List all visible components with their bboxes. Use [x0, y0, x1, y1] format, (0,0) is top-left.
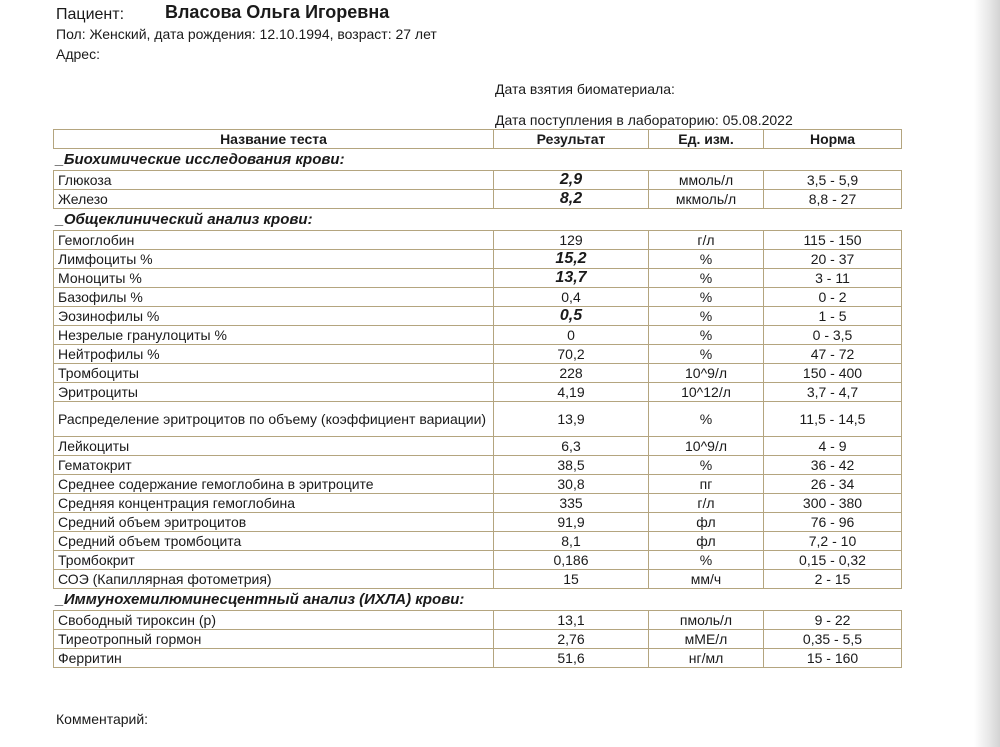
result-cell: 15 [494, 570, 649, 589]
unit-cell: 10^9/л [649, 437, 764, 456]
test-name-cell: Глюкоза [54, 171, 494, 190]
test-name-cell: Гемоглобин [54, 231, 494, 250]
table-row [54, 383, 902, 402]
result-cell: 70,2 [494, 345, 649, 364]
test-name-cell: Средний объем тромбоцита [54, 532, 494, 551]
test-name-cell: Средний объем эритроцитов [54, 513, 494, 532]
table-row [54, 630, 902, 649]
unit-cell: нг/мл [649, 649, 764, 668]
test-name-cell: Базофилы % [54, 288, 494, 307]
section-header-row [54, 149, 902, 171]
table-row [54, 307, 902, 326]
table-row [54, 326, 902, 345]
unit-cell: % [649, 456, 764, 475]
test-name-cell: Ферритин [54, 649, 494, 668]
table-row [54, 475, 902, 494]
table-row [54, 231, 902, 250]
result-cell: 2,76 [494, 630, 649, 649]
test-name-cell: Гематокрит [54, 456, 494, 475]
norm-cell: 11,5 - 14,5 [764, 402, 902, 437]
table-row [54, 456, 902, 475]
table-row [54, 611, 902, 630]
test-name-cell: Лейкоциты [54, 437, 494, 456]
norm-cell: 3,5 - 5,9 [764, 171, 902, 190]
test-name-cell: Тромбокрит [54, 551, 494, 570]
section-header-row [54, 589, 902, 611]
unit-cell: пмоль/л [649, 611, 764, 630]
unit-cell: % [649, 288, 764, 307]
results-table [53, 129, 902, 668]
test-name-cell: Тромбоциты [54, 364, 494, 383]
section-header-row [54, 209, 902, 231]
result-cell: 335 [494, 494, 649, 513]
unit-cell: 10^9/л [649, 364, 764, 383]
header-test-name: Название теста [54, 130, 494, 149]
norm-cell: 36 - 42 [764, 456, 902, 475]
result-cell: 0,5 [494, 307, 649, 326]
norm-cell: 0,35 - 5,5 [764, 630, 902, 649]
table-row [54, 513, 902, 532]
unit-cell: фл [649, 513, 764, 532]
result-cell: 8,1 [494, 532, 649, 551]
unit-cell: % [649, 326, 764, 345]
table-row [54, 494, 902, 513]
header-result: Результат [494, 130, 649, 149]
unit-cell: г/л [649, 231, 764, 250]
result-cell: 30,8 [494, 475, 649, 494]
test-name-cell: Эритроциты [54, 383, 494, 402]
result-cell: 0,4 [494, 288, 649, 307]
table-row [54, 250, 902, 269]
result-cell: 13,9 [494, 402, 649, 437]
result-cell: 8,2 [494, 190, 649, 209]
unit-cell: % [649, 345, 764, 364]
table-row [54, 532, 902, 551]
norm-cell: 15 - 160 [764, 649, 902, 668]
unit-cell: 10^12/л [649, 383, 764, 402]
table-row [54, 345, 902, 364]
table-row [54, 269, 902, 288]
table-row [54, 551, 902, 570]
table-row [54, 402, 902, 437]
test-name-cell: Свободный тироксин (р) [54, 611, 494, 630]
table-row [54, 171, 902, 190]
address-label: Адрес: [56, 46, 100, 62]
test-name-cell: Нейтрофилы % [54, 345, 494, 364]
unit-cell: % [649, 551, 764, 570]
norm-cell: 4 - 9 [764, 437, 902, 456]
table-header-row [54, 130, 902, 149]
test-name-cell: Тиреотропный гормон [54, 630, 494, 649]
unit-cell: мМЕ/л [649, 630, 764, 649]
header-unit: Ед. изм. [649, 130, 764, 149]
result-cell: 15,2 [494, 250, 649, 269]
test-name-cell: СОЭ (Капиллярная фотометрия) [54, 570, 494, 589]
norm-cell: 300 - 380 [764, 494, 902, 513]
result-cell: 129 [494, 231, 649, 250]
page-edge-shadow [974, 0, 1000, 747]
test-name-cell: Железо [54, 190, 494, 209]
patient-label: Пациент: [56, 6, 125, 23]
section-title: _Общеклинический анализ крови: [55, 210, 313, 228]
table-row [54, 437, 902, 456]
result-cell: 228 [494, 364, 649, 383]
table-row [54, 288, 902, 307]
section-title: _Биохимические исследования крови: [55, 150, 345, 168]
norm-cell: 47 - 72 [764, 345, 902, 364]
norm-cell: 0 - 3,5 [764, 326, 902, 345]
test-name-cell: Эозинофилы % [54, 307, 494, 326]
norm-cell: 76 - 96 [764, 513, 902, 532]
section-title: _Иммунохемилюминесцентный анализ (ИХЛА) крови: [55, 590, 465, 608]
norm-cell: 2 - 15 [764, 570, 902, 589]
unit-cell: мм/ч [649, 570, 764, 589]
norm-cell: 3 - 11 [764, 269, 902, 288]
unit-cell: мкмоль/л [649, 190, 764, 209]
unit-cell: % [649, 269, 764, 288]
comment-label: Комментарий: [56, 711, 149, 727]
biomaterial-date: Дата взятия биоматериала: [495, 81, 675, 97]
norm-cell: 1 - 5 [764, 307, 902, 326]
norm-cell: 7,2 - 10 [764, 532, 902, 551]
test-name-cell: Среднее содержание гемоглобина в эритроците [54, 475, 494, 494]
unit-cell: фл [649, 532, 764, 551]
unit-cell: % [649, 307, 764, 326]
test-name-cell: Лимфоциты % [54, 250, 494, 269]
unit-cell: г/л [649, 494, 764, 513]
norm-cell: 9 - 22 [764, 611, 902, 630]
norm-cell: 0,15 - 0,32 [764, 551, 902, 570]
test-name-cell: Моноциты % [54, 269, 494, 288]
patient-name: Власова Ольга Игоревна [165, 2, 390, 22]
result-cell: 4,19 [494, 383, 649, 402]
table-row [54, 364, 902, 383]
result-cell: 13,7 [494, 269, 649, 288]
result-cell: 51,6 [494, 649, 649, 668]
norm-cell: 26 - 34 [764, 475, 902, 494]
table-row [54, 570, 902, 589]
norm-cell: 20 - 37 [764, 250, 902, 269]
result-cell: 0,186 [494, 551, 649, 570]
result-cell: 0 [494, 326, 649, 345]
result-cell: 91,9 [494, 513, 649, 532]
unit-cell: % [649, 402, 764, 437]
norm-cell: 0 - 2 [764, 288, 902, 307]
norm-cell: 8,8 - 27 [764, 190, 902, 209]
results-body [54, 149, 902, 668]
unit-cell: % [649, 250, 764, 269]
result-cell: 13,1 [494, 611, 649, 630]
test-name-cell: Распределение эритроцитов по объему (коэффициент вариации) [54, 402, 494, 437]
test-name-cell: Средняя концентрация гемоглобина [54, 494, 494, 513]
result-cell: 2,9 [494, 171, 649, 190]
norm-cell: 115 - 150 [764, 231, 902, 250]
result-cell: 6,3 [494, 437, 649, 456]
result-cell: 38,5 [494, 456, 649, 475]
patient-details: Пол: Женский, дата рождения: 12.10.1994, возраст: 27 лет [56, 26, 437, 42]
table-row [54, 649, 902, 668]
norm-cell: 150 - 400 [764, 364, 902, 383]
norm-cell: 3,7 - 4,7 [764, 383, 902, 402]
table-row [54, 190, 902, 209]
unit-cell: ммоль/л [649, 171, 764, 190]
header-norm: Норма [764, 130, 902, 149]
test-name-cell: Незрелые гранулоциты % [54, 326, 494, 345]
unit-cell: пг [649, 475, 764, 494]
received-date: Дата поступления в лабораторию: 05.08.2022 [495, 112, 793, 128]
